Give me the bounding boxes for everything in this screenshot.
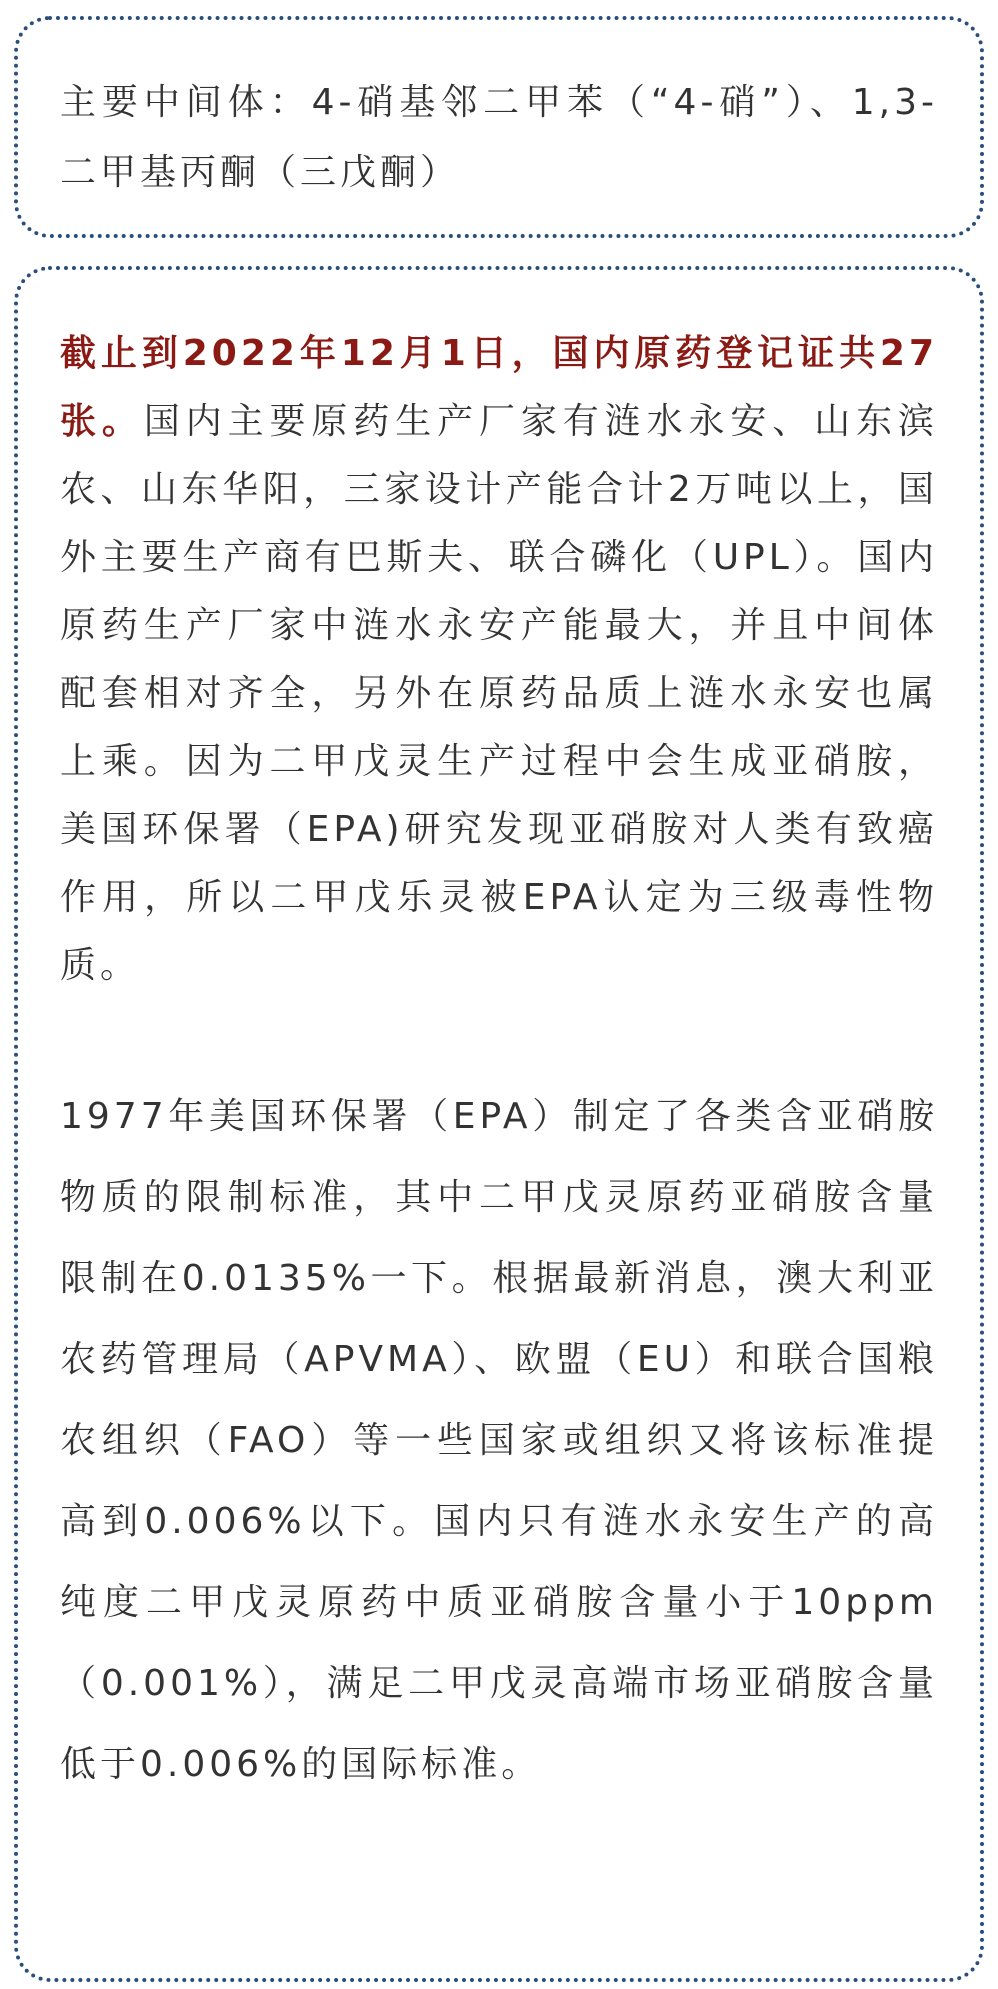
standards-paragraph: 1977年美国环保署（EPA）制定了各类含亚硝胺物质的限制标准，其中二甲戊灵原药亚硝胺含量限制在0.0135%一下。根据最新消息，澳大利亚农药管理局（APVMA）、欧盟（EU）和联合国粮农组织（FAO）等一些国家或组织又将该标准提高到0.006%以下。国内只有涟水永安生产的高纯度二甲戊灵原药中质亚硝胺含量小于10ppm（0.001%），满足二甲戊灵高端市场亚硝胺含量低于0.006%的国际标准。 <box>60 1096 938 1785</box>
intermediates-text: 主要中间体：4-硝基邻二甲苯（“4-硝”）、1,3-二甲基丙酮（三戊酮） <box>60 82 938 193</box>
market-info-box <box>14 266 984 1982</box>
registration-paragraph <box>60 320 938 1000</box>
intermediates-box <box>14 16 984 238</box>
registration-body: 国内主要原药生产厂家有涟水永安、山东滨农、山东华阳，三家设计产能合计2万吨以上，国外主要生产商有巴斯夫、联合磷化（UPL）。国内原药生产厂家中涟水永安产能最大，并且中间体配套相对齐全，另外在原药品质上涟水永安也属上乘。因为二甲戊灵生产过程中会生成亚硝胺，美国环保署（EPA)研究发现亚硝胺对人类有致癌作用，所以二甲戊乐灵被EPA认定为三级毒性物质。 <box>60 401 938 986</box>
registration-highlight: 截止到2022年12月1日，国内原药登记证共27张。 <box>60 333 938 442</box>
